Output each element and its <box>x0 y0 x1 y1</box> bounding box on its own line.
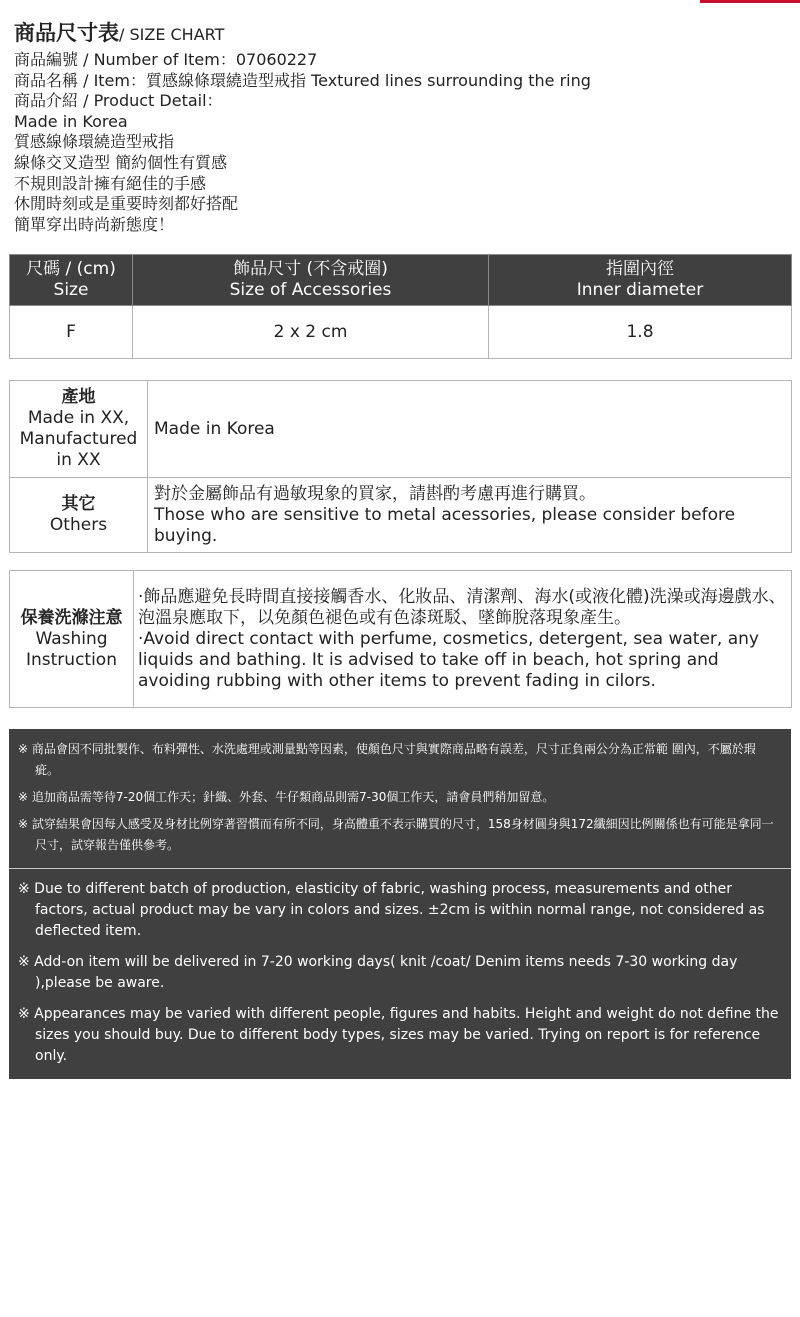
header-zh: 尺碼 / (cm) <box>26 259 116 279</box>
others-label-zh: 其它 <box>61 494 96 514</box>
note-item: ※ Appearances may be varied with different people, figures and habits. Height and weight do not define the sizes you should buy. Due to different body types, sizes may be varied. Trying on report is for reference only. <box>18 1006 779 1064</box>
origin-row <box>10 381 792 478</box>
title-zh: 商品尺寸表 <box>14 21 119 45</box>
header-en: Size of Accessories <box>229 280 392 300</box>
table-row <box>10 306 792 359</box>
detail-line: 線條交叉造型 簡約個性有質感 <box>14 152 228 172</box>
origin-label-en: Made in XX, Manufactured in XX <box>19 408 138 470</box>
washing-row <box>10 571 792 708</box>
size-table <box>9 254 792 359</box>
washing-table <box>9 570 792 708</box>
detail-line: 不規則設計擁有絕佳的手感 <box>14 173 207 193</box>
washing-value-en: ·Avoid direct contact with perfume, cosmetics, detergent, sea water, any liquids and bathing. It is advised to take off in beach, hot spring and avoiding rubbing with other items to prevent fading in cilors. <box>138 628 759 691</box>
item-number: 商品編號 / Number of Item：07060227 <box>14 50 318 69</box>
detail-line: 簡單穿出時尚新態度！ <box>14 214 175 234</box>
others-row <box>10 478 792 553</box>
washing-value <box>134 571 792 708</box>
others-value-en: Those who are sensitive to metal acessories, please consider before buying. <box>154 504 736 546</box>
header-en: Size <box>53 280 89 300</box>
size-value: F <box>10 306 133 359</box>
title-en: / SIZE CHART <box>119 25 225 44</box>
product-info <box>14 50 790 235</box>
note-item: ※ Due to different batch of production, elasticity of fabric, washing process, measurements and other factors, actual product may be vary in colors and sizes. ±2cm is within normal range, not considered as deflected item. <box>18 881 765 939</box>
washing-label-zh: 保養洗滌注意 <box>20 607 123 628</box>
washing-label-en: Washing Instruction <box>26 628 117 670</box>
top-accent-bar <box>700 0 800 3</box>
header-zh: 指圍內徑 <box>606 259 674 279</box>
notes-panel <box>9 729 791 1079</box>
origin-table <box>9 380 792 553</box>
note-item: ※ 商品會因不同批製作、布料彈性、水洗處理或測量點等因素，使顏色尺寸與實際商品略有誤差，尺寸正負兩公分為正常範 圍內，不屬於瑕疵。 <box>18 742 756 777</box>
accessory-size-header-cell <box>133 255 489 306</box>
origin-value: Made in Korea <box>148 381 792 478</box>
others-label-en: Others <box>49 515 108 535</box>
inner-diameter-value: 1.8 <box>489 306 792 359</box>
notes-zh-section <box>9 729 791 869</box>
note-item: ※ 試穿結果會因每人感受及身材比例穿著習慣而有所不同，身高體重不表示購買的尺寸，158身材圓身與172纖細因比例關係也有可能是拿同一尺寸，試穿報告僅供參考。 <box>18 817 774 852</box>
detail-line: 質感線條環繞造型戒指 <box>14 132 175 152</box>
others-value-zh: 對於金屬飾品有過敏現象的買家，請斟酌考慮再進行購買。 <box>154 483 596 504</box>
item-name: 商品名稱 / Item：質感線條環繞造型戒指 Textured lines surrounding the ring <box>14 70 591 90</box>
accessory-size-value: 2 x 2 cm <box>133 306 489 359</box>
notes-en-section <box>9 869 791 1079</box>
others-label <box>10 478 148 553</box>
size-header-cell <box>10 255 133 306</box>
header-en: Inner diameter <box>576 280 704 300</box>
detail-line: Made in Korea <box>14 111 128 131</box>
note-item: ※ Add-on item will be delivered in 7-20 working days( knit /coat/ Denim items needs 7-30 working day ),please be aware. <box>18 954 738 991</box>
detail-line: 休閒時刻或是重要時刻都好搭配 <box>14 194 239 214</box>
product-header <box>14 18 790 235</box>
origin-label <box>10 381 148 478</box>
washing-label <box>10 571 134 708</box>
others-value <box>148 478 792 553</box>
page-title <box>14 18 790 50</box>
inner-diameter-header-cell <box>489 255 792 306</box>
washing-value-zh: ·飾品應避免長時間直接接觸香水、化妝品、清潔劑、海水(或液化體)洗澡或海邊戲水、泡溫泉應取下，以免顏色褪色或有色漆斑駁、墜飾脫落現象產生。 <box>138 586 786 628</box>
size-table-header-row <box>10 255 792 306</box>
origin-label-zh: 產地 <box>61 387 96 407</box>
note-item: ※ 追加商品需等待7-20個工作天；針織、外套、牛仔類商品則需7-30個工作天，請會員們稍加留意。 <box>18 790 555 804</box>
header-zh: 飾品尺寸 (不含戒圈) <box>233 259 388 279</box>
detail-label: 商品介紹 / Product Detail： <box>14 91 223 111</box>
